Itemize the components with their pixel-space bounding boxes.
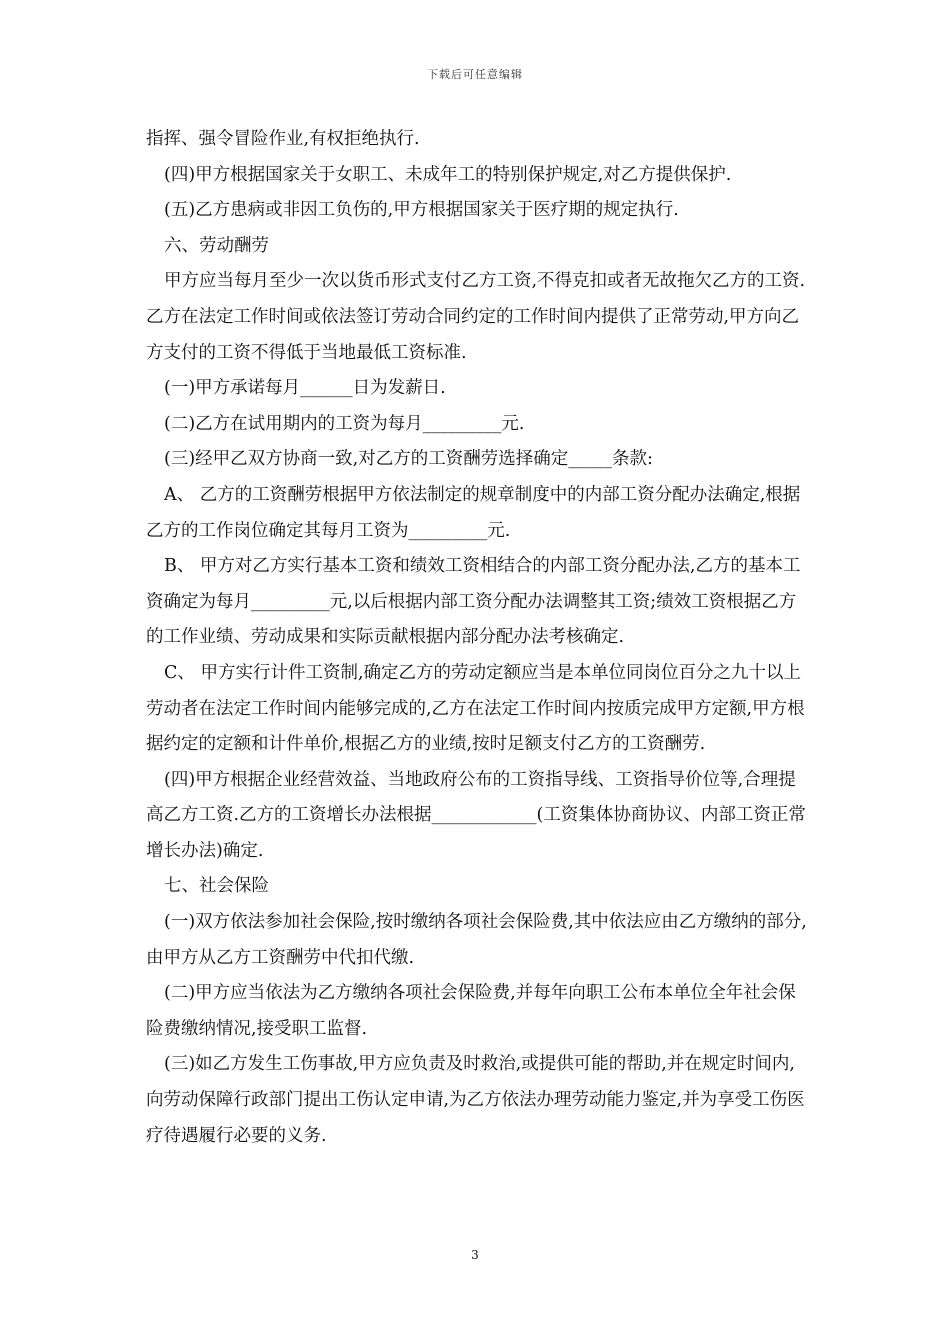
page-header: 下载后可任意编辑 bbox=[427, 68, 523, 81]
paragraph: (三)如乙方发生工伤事故,甲方应负责及时救治,或提供可能的帮助,并在规定时间内,向劳动保障行政部门提出工伤认定申请,为乙方依法办理劳动能力鉴定,并为享受工伤医疗待遇履行必要的义务. bbox=[146, 1054, 805, 1146]
document-body bbox=[146, 122, 810, 1154]
paragraph: A、 乙方的工资酬劳根据甲方依法制定的规章制度中的内部工资分配办法确定,根据乙方的工作岗位确定其每月工资为_________元. bbox=[146, 484, 801, 541]
paragraph: B、 甲方对乙方实行基本工资和绩效工资相结合的内部工资分配办法,乙方的基本工资确定为每月_________元,以后根据内部工资分配办法调整其工资;绩效工资根据乙方的工作业绩、劳动成果和实际贡献根据内部分配办法考核确定. bbox=[146, 556, 801, 648]
paragraph: (四)甲方根据企业经营效益、当地政府公布的工资指导线、工资指导价位等,合理提高乙方工资.乙方的工资增长办法根据____________(工资集体协商协议、内部工资正常增长办法)确定. bbox=[146, 769, 806, 861]
paragraph: (五)乙方患病或非因工负伤的,甲方根据国家关于医疗期的规定执行. bbox=[164, 200, 679, 221]
paragraph: (一)双方依法参加社会保险,按时缴纳各项社会保险费,其中依法应由乙方缴纳的部分,由甲方从乙方工资酬劳中代扣代缴. bbox=[146, 912, 807, 968]
paragraph: C、 甲方实行计件工资制,确定乙方的劳动定额应当是本单位同岗位百分之九十以上劳动者在法定工作时间内能够完成的,乙方在法定工作时间内按质完成甲方定额,甲方根据约定的定额和计件单价,根据乙方的业绩,按时足额支付乙方的工资酬劳. bbox=[146, 662, 805, 755]
page-number: 3 bbox=[471, 1248, 479, 1262]
section-heading: 七、社会保险 bbox=[164, 876, 269, 897]
paragraph: (一)甲方承诺每月______日为发薪日. bbox=[164, 378, 446, 399]
paragraph: 指挥、强令冒险作业,有权拒绝执行. bbox=[146, 129, 420, 149]
paragraph: 甲方应当每月至少一次以货币形式支付乙方工资,不得克扣或者无故拖欠乙方的工资.乙方在法定工作时间或依法签订劳动合同约定的工作时间内提供了正常劳动,甲方向乙方支付的工资不得低于当地最低工资标准. bbox=[146, 271, 806, 363]
paragraph: (三)经甲乙双方协商一致,对乙方的工资酬劳选择确定_____条款: bbox=[164, 449, 653, 470]
section-heading: 六、劳动酬劳 bbox=[164, 235, 269, 256]
paragraph: (二)乙方在试用期内的工资为每月_________元. bbox=[164, 413, 525, 434]
paragraph: (四)甲方根据国家关于女职工、未成年工的特别保护规定,对乙方提供保护. bbox=[164, 164, 732, 185]
paragraph: (二)甲方应当依法为乙方缴纳各项社会保险费,并每年向职工公布本单位全年社会保险费缴纳情况,接受职工监督. bbox=[146, 983, 796, 1039]
